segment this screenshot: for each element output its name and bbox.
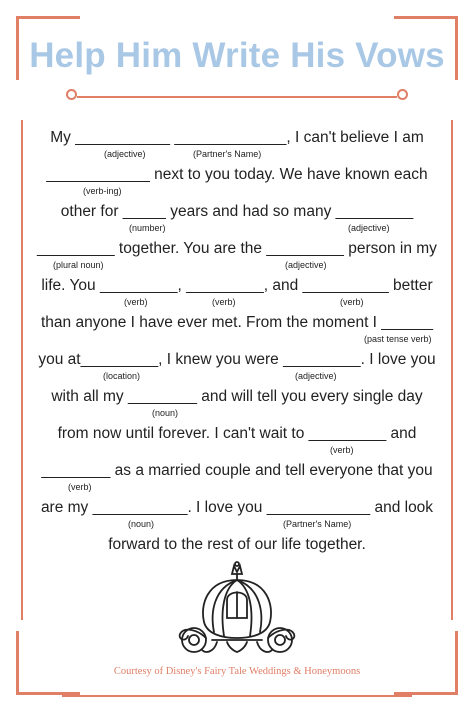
hint-adjective: (adjective) <box>295 371 337 381</box>
hint-partner-name: (Partner's Name) <box>193 149 262 159</box>
vow-line-7: you at_________, I knew you were _________. I love you <box>38 351 436 368</box>
frame-corner-bottom-right-v <box>455 631 458 695</box>
vow-line-2: ____________ next to you today. We have known each <box>46 166 428 183</box>
frame-corner-top-right <box>394 16 458 19</box>
vow-line-5: life. You _________, _________, and __________ better <box>41 277 433 294</box>
vow-line-12: forward to the rest of our life together. <box>108 536 366 553</box>
hint-noun: (noun) <box>128 519 155 529</box>
divider-ring-right <box>397 89 408 100</box>
hint-past-tense-verb: (past tense verb) <box>364 334 432 344</box>
hint-partner-name: (Partner's Name) <box>283 519 352 529</box>
hint-verb-ing: (verb-ing) <box>83 186 122 196</box>
vow-line-9: from now until forever. I can't wait to _________ and <box>57 425 417 442</box>
hint-plural-noun: (plural noun) <box>53 260 104 270</box>
footer-credit: Courtesy of Disney's Fairy Tale Weddings & Honeymoons <box>113 666 361 677</box>
hint-adjective: (adjective) <box>348 223 390 233</box>
vow-line-10: ________ as a married couple and tell everyone that you <box>41 462 433 479</box>
hint-number: (number) <box>129 223 166 233</box>
page-title: Help Him Write His Vows <box>29 36 445 75</box>
vow-line-3: other for _____ years and had so many _________ <box>60 203 414 220</box>
frame-bottom-line <box>62 695 412 697</box>
hint-location: (location) <box>103 371 141 381</box>
divider-ring-left <box>66 89 77 100</box>
hint-verb: (verb) <box>330 445 354 455</box>
hint-verb: (verb) <box>68 482 92 492</box>
hint-adjective: (adjective) <box>285 260 327 270</box>
pumpkin-carriage-icon <box>172 560 302 660</box>
vow-line-4: _________ together. You are the _________ person in my <box>37 240 437 257</box>
hint-verb: (verb) <box>340 297 364 307</box>
vow-line-6: than anyone I have ever met. From the moment I ______ <box>40 314 434 331</box>
vow-line-1: My ___________ _____________, I can't believe I am <box>50 129 424 146</box>
title-divider <box>77 96 397 98</box>
vow-line-8: with all my ________ and will tell you every single day <box>51 388 423 405</box>
hint-adjective: (adjective) <box>104 149 146 159</box>
hint-verb: (verb) <box>212 297 236 307</box>
hint-verb: (verb) <box>124 297 148 307</box>
frame-corner-bottom-left-v <box>16 631 19 695</box>
vow-line-11: are my ___________. I love you ____________ and look <box>40 499 434 516</box>
hint-noun: (noun) <box>152 408 179 418</box>
frame-corner-top-left <box>16 16 80 19</box>
